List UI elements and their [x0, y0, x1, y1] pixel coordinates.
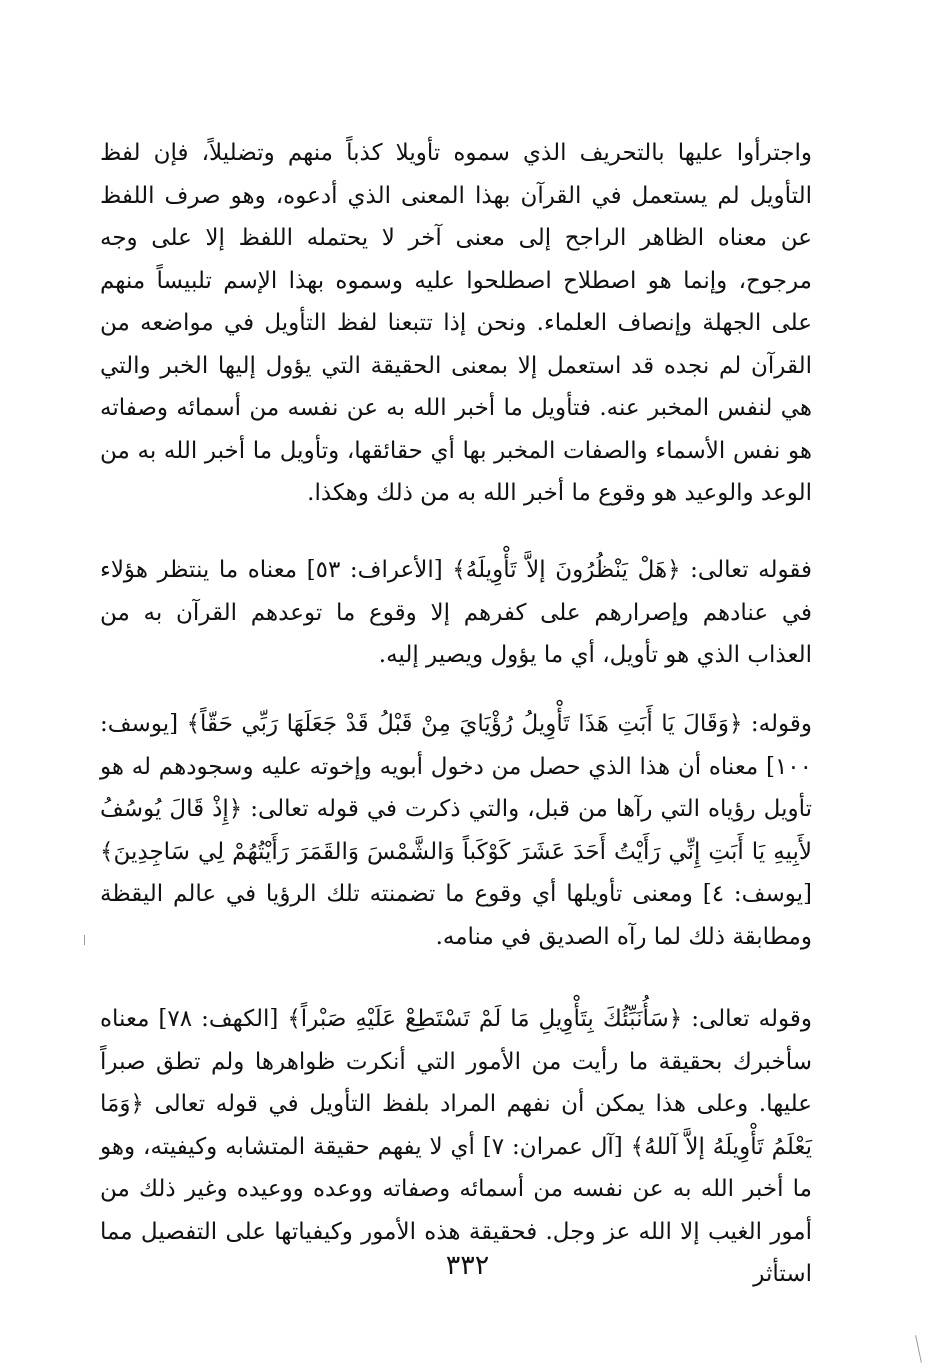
page-number: ٣٣٢: [445, 1250, 490, 1281]
scan-mark: [915, 1335, 922, 1363]
paragraph-yusuf-verses: وقوله: ﴿وَقَالَ يَا أَبَتِ هَذَا تَأْوِيلُ رُؤْيَايَ مِنْ قَبْلُ قَدْ جَعَلَهَا رَبِّي حَقّاً﴾ [يوسف: ١٠٠] معناه أن هذا الذي حصل من دخول أبويه وإخوته عليه وسجودهم له هو تأويل رؤياه التي رآها من قبل، والتي ذكرت في قوله تعالى: ﴿إِذْ قَالَ يُوسُفُ لأَبِيهِ يَا أَبَتِ إِنِّي رَأَيْتُ أَحَدَ عَشَرَ كَوْكَباً وَالشَّمْسَ وَالقَمَرَ رَأَيْتُهُمْ لِي سَاجِدِينَ﴾ [يوسف: ٤] ومعنى تأويلها أي وقوع ما تضمنته تلك الرؤيا في عالم اليقظة ومطابقة ذلك لما رآه الصديق في منامه.: [100, 711, 812, 950]
paragraph-al-kahf-verse: وقوله تعالى: ﴿سَأُنَبِّئُكَ بِتَأْوِيلِ مَا لَمْ تَسْتَطِعْ عَلَيْهِ صَبْراً﴾ [الكهف: ٧٨] معناه سأخبرك بحقيقة ما رأيت من الأمور التي أنكرت ظواهرها ولم تطق صبراً عليها. وعلى هذا يمكن أن نفهم المراد بلفظ التأويل في قوله تعالى ﴿وَمَا يَعْلَمُ تَأْوِيلَهُ إلاَّ آللهُ﴾ [آل عمران: ٧] أي لا يفهم حقيقة المتشابه وكيفيته، وهو ما أخبر الله به عن نفسه من أسمائه وصفاته ووعده ووعيده وغير ذلك من أمور الغيب إلا الله عز وجل. فحقيقة هذه الأمور وكيفياتها على التفصيل مما استأثر: [100, 1006, 812, 1287]
paragraph-tawil-definition: واجترأوا عليها بالتحريف الذي سموه تأويلا كذباً منهم وتضليلاً، فإن لفظ التأويل لم يستعمل في القرآن بهذا المعنى الذي أدعوه، وهو صرف اللفظ عن معناه الظاهر الراجح إلى معنى آخر لا يحتمله اللفظ إلا على وجه مرجوح، وإنما هو اصطلاح اصطلحوا عليه وسموه بهذا الإسم تلبيساً منهم على الجهلة وإنصاف العلماء. ونحن إذا تتبعنا لفظ التأويل في مواضعه من القرآن لم نجده قد استعمل إلا بمعنى الحقيقة التي يؤول إليها الخبر والتي هي لنفس المخبر عنه. فتأويل ما أخبر الله به عن نفسه من أسمائه وصفاته هو نفس الأسماء والصفات المخبر بها أي حقائقها، وتأويل ما أخبر الله به من الوعد والوعيد هو وقوع ما أخبر الله به من ذلك وهكذا.: [100, 140, 812, 506]
scan-mark: [84, 935, 85, 945]
paragraph-al-araf-verse: فقوله تعالى: ﴿هَلْ يَنْظُرُونَ إلاَّ تَأْوِيلَهُ﴾ [الأعراف: ٥٣] معناه ما ينتظر هؤلاء في عنادهم وإصرارهم على كفرهم إلا وقوع ما توعدهم القرآن به من العذاب الذي هو تأويل، أي ما يؤول ويصير إليه.: [100, 557, 812, 668]
